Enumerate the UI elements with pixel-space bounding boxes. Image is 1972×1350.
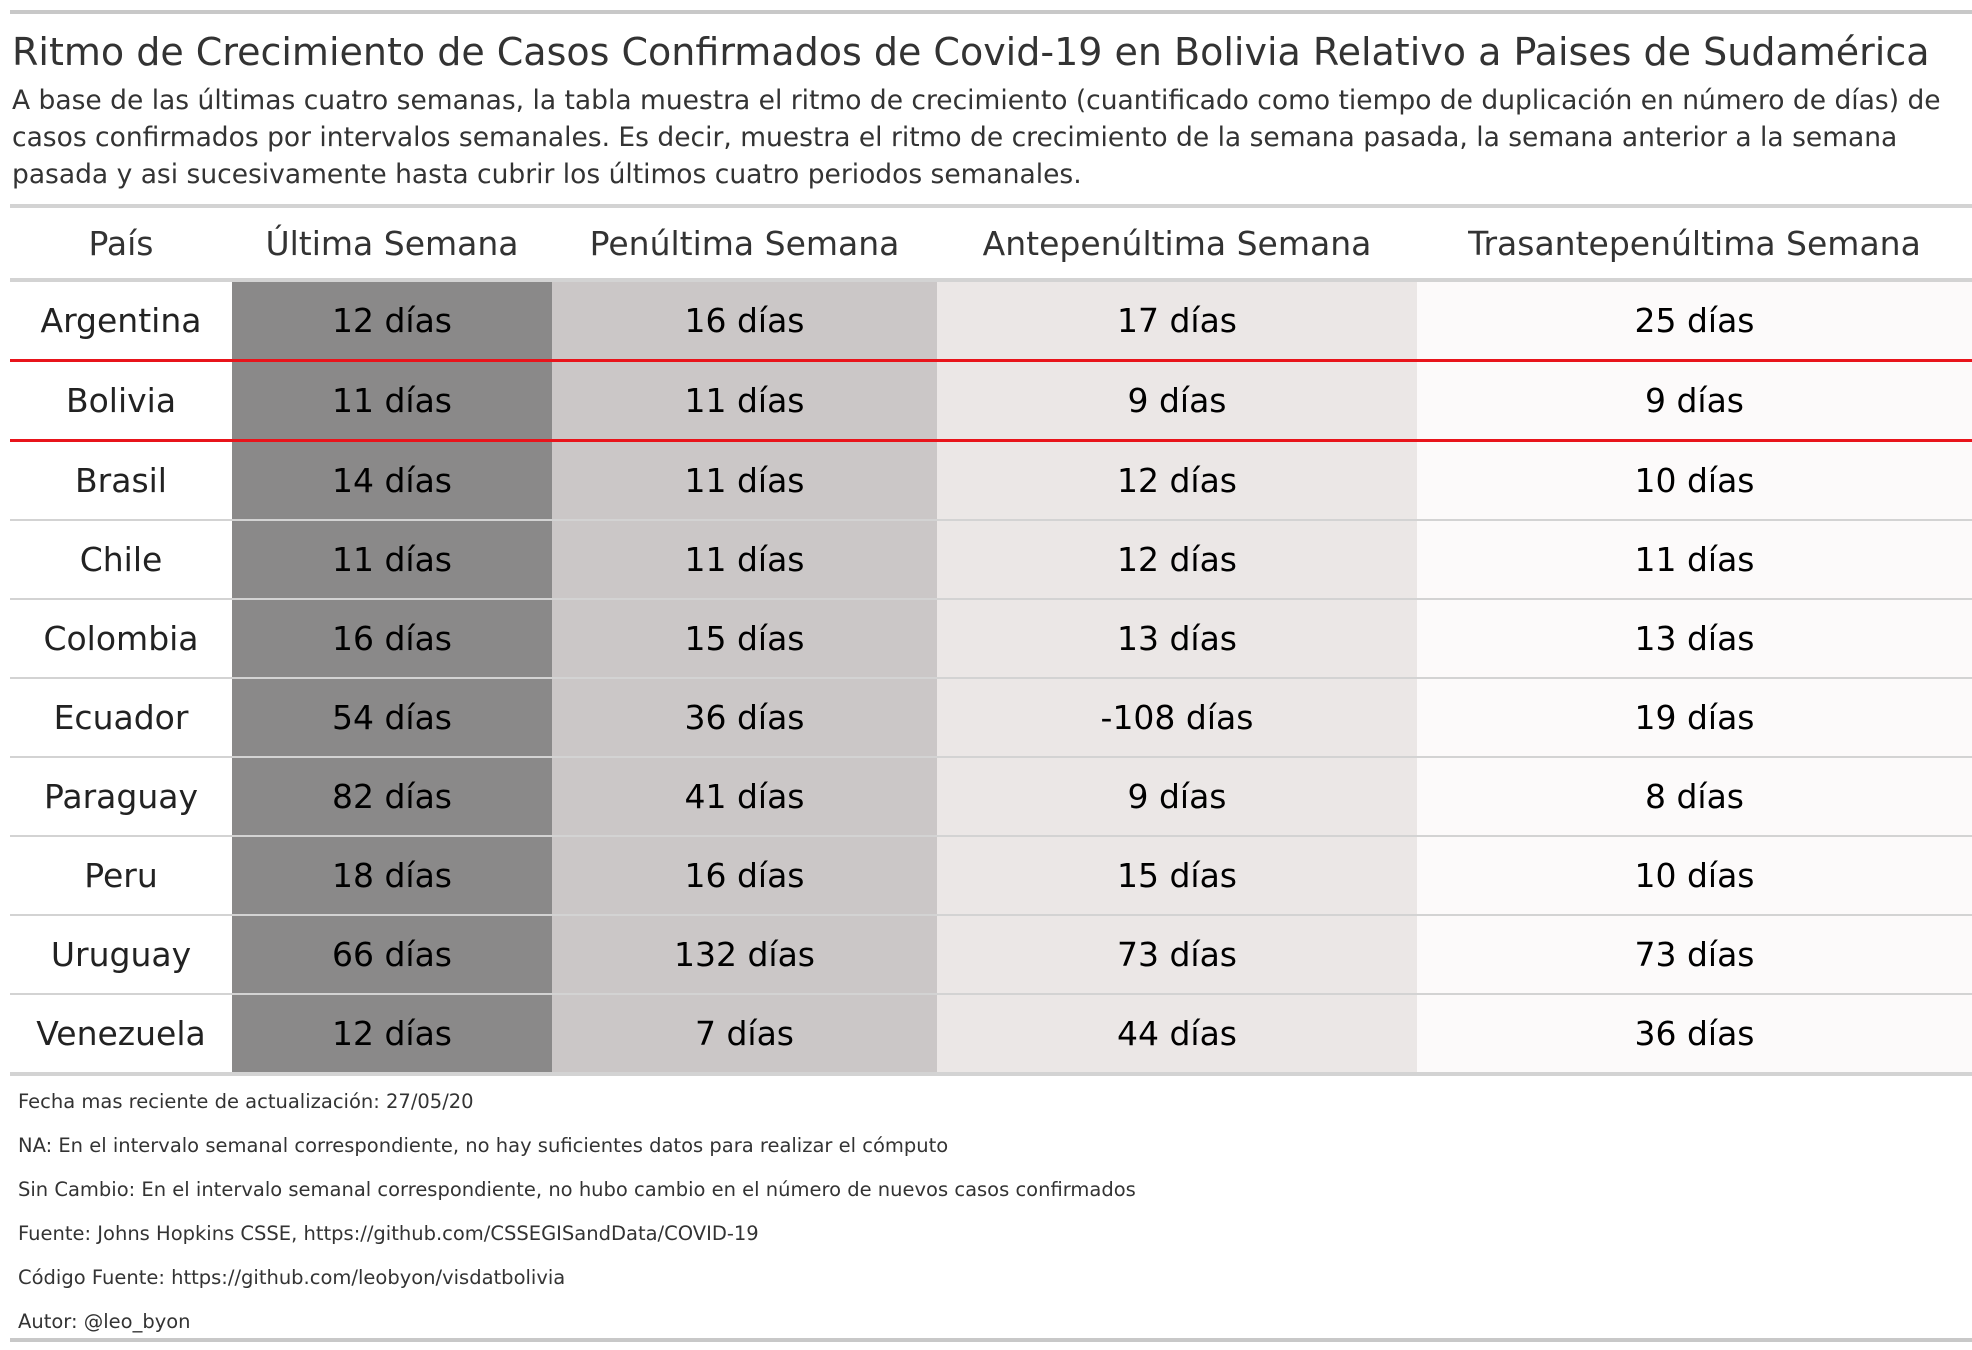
column-header-ultima-semana: Última Semana	[232, 206, 552, 280]
page-title: Ritmo de Crecimiento de Casos Confirmados de Covid-19 en Bolivia Relativo a Paises de Sudamérica	[12, 30, 1930, 74]
value-cell: 11 días	[552, 361, 937, 441]
value-cell: 11 días	[232, 361, 552, 441]
footnote-update-date: Fecha mas reciente de actualización: 27/05/20	[18, 1090, 474, 1113]
value-cell: 11 días	[552, 520, 937, 599]
value-cell: 11 días	[232, 520, 552, 599]
table-row	[10, 678, 1972, 757]
table-row	[10, 280, 1972, 361]
value-cell: 36 días	[1417, 994, 1972, 1074]
value-cell: 16 días	[232, 599, 552, 678]
doubling-time-table	[10, 204, 1972, 1076]
value-cell: 12 días	[232, 994, 552, 1074]
value-cell: 14 días	[232, 441, 552, 521]
country-cell: Brasil	[10, 441, 232, 521]
value-cell: 9 días	[1417, 361, 1972, 441]
value-cell: 13 días	[1417, 599, 1972, 678]
column-header-trasantepenultima-semana: Trasantepenúltima Semana	[1417, 206, 1972, 280]
value-cell: 11 días	[552, 441, 937, 521]
table-row	[10, 915, 1972, 994]
column-header-antepenultima-semana: Antepenúltima Semana	[937, 206, 1417, 280]
value-cell: 18 días	[232, 836, 552, 915]
value-cell: 10 días	[1417, 836, 1972, 915]
value-cell: 13 días	[937, 599, 1417, 678]
value-cell: 41 días	[552, 757, 937, 836]
value-cell: 54 días	[232, 678, 552, 757]
footnote-source: Fuente: Johns Hopkins CSSE, https://github.com/CSSEGISandData/COVID-19	[18, 1222, 759, 1245]
value-cell: 25 días	[1417, 280, 1972, 361]
value-cell: -108 días	[937, 678, 1417, 757]
value-cell: 19 días	[1417, 678, 1972, 757]
country-cell: Ecuador	[10, 678, 232, 757]
bottom-rule	[10, 1338, 1972, 1342]
country-cell: Chile	[10, 520, 232, 599]
value-cell: 12 días	[937, 441, 1417, 521]
table-row	[10, 994, 1972, 1074]
footnote-author: Autor: @leo_byon	[18, 1310, 191, 1333]
country-cell: Argentina	[10, 280, 232, 361]
value-cell: 15 días	[552, 599, 937, 678]
value-cell: 132 días	[552, 915, 937, 994]
value-cell: 36 días	[552, 678, 937, 757]
table-row	[10, 757, 1972, 836]
country-cell: Bolivia	[10, 361, 232, 441]
footnote-na: NA: En el intervalo semanal correspondiente, no hay suficientes datos para realizar el cómputo	[18, 1134, 949, 1157]
column-header-pais: País	[10, 206, 232, 280]
page-subtitle: A base de las últimas cuatro semanas, la tabla muestra el ritmo de crecimiento (cuantificado como tiempo de duplicación en número de días) de casos confirmados por intervalos semanales. Es decir, muestra el ritmo de crecimiento de la semana pasada, la semana anterior a la semana pasada y asi sucesivamente hasta cubrir los últimos cuatro periodos semanales.	[12, 85, 1941, 190]
value-cell: 17 días	[937, 280, 1417, 361]
value-cell: 82 días	[232, 757, 552, 836]
value-cell: 16 días	[552, 836, 937, 915]
table-row	[10, 441, 1972, 521]
value-cell: 9 días	[937, 757, 1417, 836]
value-cell: 73 días	[1417, 915, 1972, 994]
country-cell: Colombia	[10, 599, 232, 678]
table-row	[10, 599, 1972, 678]
table-row-highlighted	[10, 361, 1972, 441]
country-cell: Peru	[10, 836, 232, 915]
value-cell: 8 días	[1417, 757, 1972, 836]
footnote-sin-cambio: Sin Cambio: En el intervalo semanal correspondiente, no hubo cambio en el número de nuevos casos confirmados	[18, 1178, 1136, 1201]
value-cell: 16 días	[552, 280, 937, 361]
value-cell: 73 días	[937, 915, 1417, 994]
footnote-source-code: Código Fuente: https://github.com/leobyon/visdatbolivia	[18, 1266, 566, 1289]
value-cell: 12 días	[937, 520, 1417, 599]
footnotes	[18, 1080, 1958, 1344]
value-cell: 7 días	[552, 994, 937, 1074]
value-cell: 44 días	[937, 994, 1417, 1074]
header	[12, 26, 1962, 193]
value-cell: 11 días	[1417, 520, 1972, 599]
country-cell: Venezuela	[10, 994, 232, 1074]
value-cell: 9 días	[937, 361, 1417, 441]
value-cell: 15 días	[937, 836, 1417, 915]
country-cell: Paraguay	[10, 757, 232, 836]
value-cell: 10 días	[1417, 441, 1972, 521]
table-header-row	[10, 206, 1972, 280]
value-cell: 66 días	[232, 915, 552, 994]
column-header-penultima-semana: Penúltima Semana	[552, 206, 937, 280]
value-cell: 12 días	[232, 280, 552, 361]
table-row	[10, 520, 1972, 599]
country-cell: Uruguay	[10, 915, 232, 994]
table-row	[10, 836, 1972, 915]
top-rule	[10, 10, 1972, 14]
